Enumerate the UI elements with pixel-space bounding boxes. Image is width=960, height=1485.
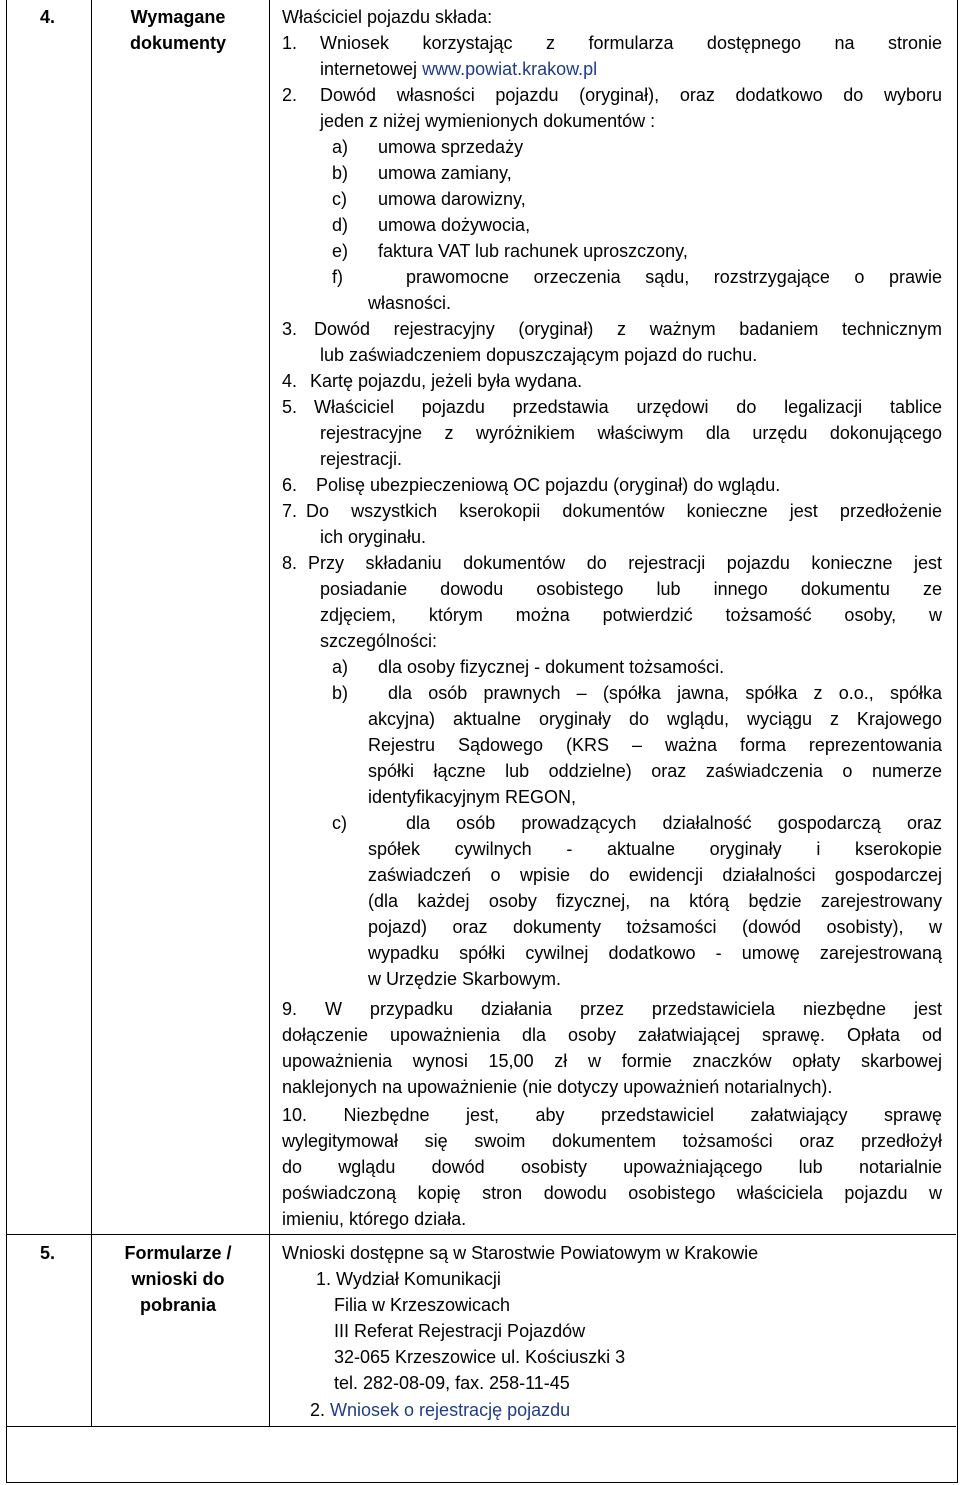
item9-line4: naklejonych na upoważnienie (nie dotyczy upoważnień notarialnych).	[282, 1077, 833, 1097]
office-line4: 32-065 Krzeszowice ul. Kościuszki 3	[334, 1347, 626, 1367]
item8c-line6: wypadku spółki cywilnej dodatkowo - umowę zarejestrowaną	[368, 943, 942, 963]
item1-line2-text: internetowej	[320, 59, 423, 79]
sub-c: umowa darowizny,	[378, 189, 526, 209]
item10-line2: wylegitymował się swoim dokumentem tożsamości oraz przedłożył	[282, 1131, 942, 1151]
application-link-row	[310, 1397, 570, 1423]
item5-line2: rejestracyjne z wyróżnikiem właściwym dla urzędu dokonującego	[320, 423, 942, 443]
item6-text: Polisę ubezpieczeniową OC pojazdu (oryginał) do wglądu.	[316, 475, 781, 495]
item8b-label: b)	[332, 683, 349, 703]
item3-line1: Dowód rejestracyjny (oryginał) z ważnym badaniem technicznym	[314, 319, 942, 339]
section4-header	[0, 4, 269, 64]
section5-intro: Wnioski dostępne są w Starostwie Powiatowym w Krakowie	[282, 1243, 759, 1263]
item8-number: 8.	[282, 553, 298, 573]
application-link-number: 2.	[310, 1400, 331, 1420]
item8-line4: szczególności:	[320, 631, 438, 651]
section5-number: 5.	[40, 1243, 56, 1263]
item2-number: 2.	[282, 85, 298, 105]
section5-title-line1: Formularze /	[124, 1243, 232, 1263]
item1-line2	[320, 56, 597, 82]
item7-number: 7.	[282, 501, 298, 521]
item8c-line1: dla osób prowadzących działalność gospodarczą oraz	[406, 813, 942, 833]
item9-line3: upoważnienia wynosi 15,00 zł w formie znaczków opłaty skarbowej	[282, 1051, 942, 1071]
item9-line2: dołączenie upoważnienia dla osoby załatwiającej sprawę. Opłata od	[282, 1025, 942, 1045]
sub-d-label: d)	[332, 215, 349, 235]
item1-number: 1.	[282, 33, 298, 53]
office-line5: tel. 282-08-09, fax. 258-11-45	[334, 1373, 570, 1393]
section5-content	[282, 1240, 944, 1420]
item1-line1: Wniosek korzystając z formularza dostępnego na stronie	[320, 33, 942, 53]
sub-c-label: c)	[332, 189, 347, 209]
item10-line1: 10. Niezbędne jest, aby przedstawiciel załatwiający sprawę	[282, 1105, 942, 1125]
sub-b: umowa zamiany,	[378, 163, 512, 183]
section5-title-line2: wnioski do	[131, 1269, 225, 1289]
item9-line1: 9. W przypadku działania przez przedstawiciela niezbędne jest	[282, 999, 942, 1019]
item5-line1: Właściciel pojazdu przedstawia urzędowi do legalizacji tablice	[314, 397, 942, 417]
item4-text: Kartę pojazdu, jeżeli była wydana.	[310, 371, 583, 391]
section4-title-line1: Wymagane	[130, 7, 226, 27]
item8b-line4: spółki łączne lub oddzielne) oraz zaświadczenia o numerze	[368, 761, 942, 781]
office-line2: Filia w Krzeszowicach	[334, 1295, 511, 1315]
item2-line2: jeden z niżej wymienionych dokumentów :	[320, 111, 656, 131]
item8b-line2: akcyjna) aktualne oryginały do wglądu, wyciągu z Krajowego	[368, 709, 942, 729]
office-line3: III Referat Rejestracji Pojazdów	[334, 1321, 586, 1341]
item5-number: 5.	[282, 397, 298, 417]
section5-title-line3: pobrania	[139, 1295, 216, 1315]
item8b-line3: Rejestru Sądowego (KRS – ważna forma reprezentowania	[368, 735, 942, 755]
item7-line1: Do wszystkich kserokopii dokumentów konieczne jest przedłożenie	[306, 501, 942, 521]
item8c-line2: spółek cywilnych - aktualne oryginały i kserokopie	[368, 839, 942, 859]
sub-e: faktura VAT lub rachunek uproszczony,	[378, 241, 688, 261]
item8-line2: posiadanie dowodu osobistego lub innego dokumentu ze	[320, 579, 942, 599]
item3-line2: lub zaświadczeniem dopuszczającym pojazd do ruchu.	[320, 345, 758, 365]
item8c-label: c)	[332, 813, 347, 833]
item8c-line7: w Urzędzie Skarbowym.	[368, 969, 562, 989]
sub-f-line1: prawomocne orzeczenia sądu, rozstrzygające o prawie	[406, 267, 942, 287]
section4-content	[282, 4, 944, 1230]
item10-line4: poświadczoną kopię stron dowodu osobistego właściciela pojazdu w	[282, 1183, 942, 1203]
item8c-line3: zaświadczeń o wpisie do ewidencji działalności gospodarczej	[368, 865, 942, 885]
office-line1: 1. Wydział Komunikacji	[316, 1269, 501, 1289]
item3-number: 3.	[282, 319, 298, 339]
section4-number: 4.	[40, 7, 56, 27]
item4-number: 4.	[282, 371, 298, 391]
column-divider-2	[269, 0, 270, 1426]
sub-a: umowa sprzedaży	[378, 137, 524, 157]
item8c-line4: (dla każdej osoby fizycznej, na którą będzie zarejestrowany	[368, 891, 942, 911]
item5-line3: rejestracji.	[320, 449, 403, 469]
column-divider-1	[91, 0, 92, 1426]
powiat-website-link[interactable]: www.powiat.krakow.pl	[422, 59, 598, 79]
section4-title-line2: dokumenty	[129, 33, 226, 53]
item2-line1: Dowód własności pojazdu (oryginał), oraz dodatkowo do wyboru	[320, 85, 942, 105]
item8a-label: a)	[332, 657, 349, 677]
sub-a-label: a)	[332, 137, 349, 157]
item10-line3: do wglądu dowód osobisty upoważniającego lub notarialnie	[282, 1157, 942, 1177]
section5-header	[0, 1240, 269, 1320]
item8a-text: dla osoby fizycznej - dokument tożsamości.	[378, 657, 725, 677]
item10-line5: imieniu, którego działa.	[282, 1209, 467, 1229]
sub-d: umowa dożywocia,	[378, 215, 531, 235]
sub-b-label: b)	[332, 163, 349, 183]
item8-line1: Przy składaniu dokumentów do rejestracji pojazdu konieczne jest	[308, 553, 942, 573]
item7-line2: ich oryginału.	[320, 527, 427, 547]
application-form-link[interactable]: Wniosek o rejestrację pojazdu	[330, 1400, 571, 1420]
intro-text: Właściciel pojazdu składa:	[282, 7, 493, 27]
item8b-line1: dla osób prawnych – (spółka jawna, spółka z o.o., spółka	[388, 683, 942, 703]
sub-e-label: e)	[332, 241, 349, 261]
item8b-line5: identyfikacyjnym REGON,	[368, 787, 577, 807]
row-divider-section5	[6, 1234, 956, 1235]
item8c-line5: pojazd) oraz dokumenty tożsamości (dowód osobisty), w	[368, 917, 942, 937]
item6-number: 6.	[282, 475, 298, 495]
sub-f-label: f)	[332, 267, 343, 287]
item8-line3: zdjęciem, którym można potwierdzić tożsamość osoby, w	[320, 605, 942, 625]
sub-f-line2: własności.	[368, 293, 452, 313]
row-divider-bottom	[6, 1426, 956, 1427]
